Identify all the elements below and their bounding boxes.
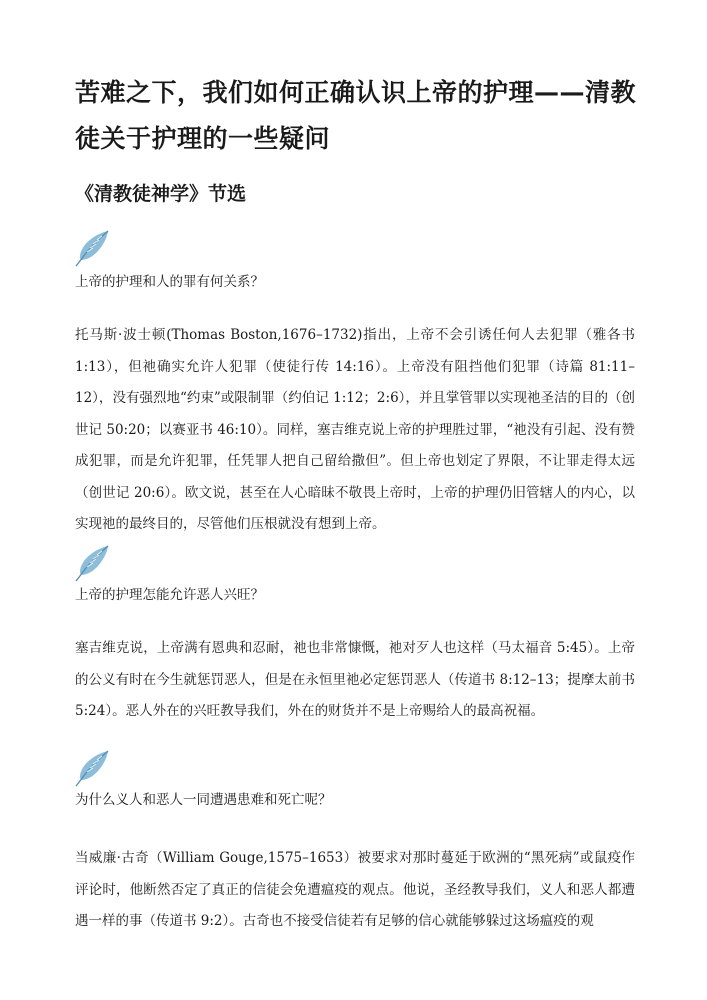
feather-icon [72,228,112,268]
section-question-2: 上帝的护理怎能允许恶人兴旺？ [75,587,264,603]
section-question-3: 为什么义人和恶人一同遭遇患难和死亡呢？ [75,792,332,808]
section-body-3: 当威廉·古奇（William Gouge,1575–1653）被要求对那时蔓延于欧洲的“黑死病”或鼠疫作评论时，他断然否定了真正的信徒会免遭瘟疫的观点。他说，圣经教导我们，义人和恶人都遭遇一样的事（传道书 9:2）。古奇也不接受信徒若有足够的信心就能够躲过这场瘟疫的观 [75,850,635,929]
section-body-2: 塞吉维克说，上帝满有恩典和忍耐，祂也非常慷慨，祂对歹人也这样（马太福音 5:45）。上帝的公义有时在今生就惩罚恶人，但是在永恒里祂必定惩罚恶人（传道书 8:12–13；提摩太前书 5:24）。恶人外在的兴旺教导我们，外在的财货并不是上帝赐给人的最高祝福。 [75,640,635,719]
feather-icon [72,543,112,583]
page-title: 苦难之下，我们如何正确认识上帝的护理——清教徒关于护理的一些疑问 [75,78,637,153]
page-subtitle: 《清教徒神学》节选 [75,183,247,205]
feather-icon [72,748,112,788]
section-body-1: 托马斯·波士顿(Thomas Boston,1676–1732)指出，上帝不会引诱任何人去犯罪（雅各书 1:13），但祂确实允许人犯罪（使徒行传 14:16）。上帝没有阻挡他们犯罪（诗篇 81:11–12），没有强烈地“约束”或限制罪（约伯记 1:12；2:6），并且掌管罪以实现祂圣洁的目的（创世记 50:20；以赛亚书 46:10）。同样，塞吉维克说上帝的护理胜过罪，“祂没有引起、没有赞成犯罪，而是允许犯罪，任凭罪人把自己留给撒但”。但上帝也划定了界限，不让罪走得太远（创世记 20:6）。欧文说，甚至在人心暗昧不敬畏上帝时，上帝的护理仍旧管辖人的内心，以实现祂的最终目的，尽管他们压根就没有想到上帝。 [75,327,635,532]
section-question-1: 上帝的护理和人的罪有何关系？ [75,274,264,290]
